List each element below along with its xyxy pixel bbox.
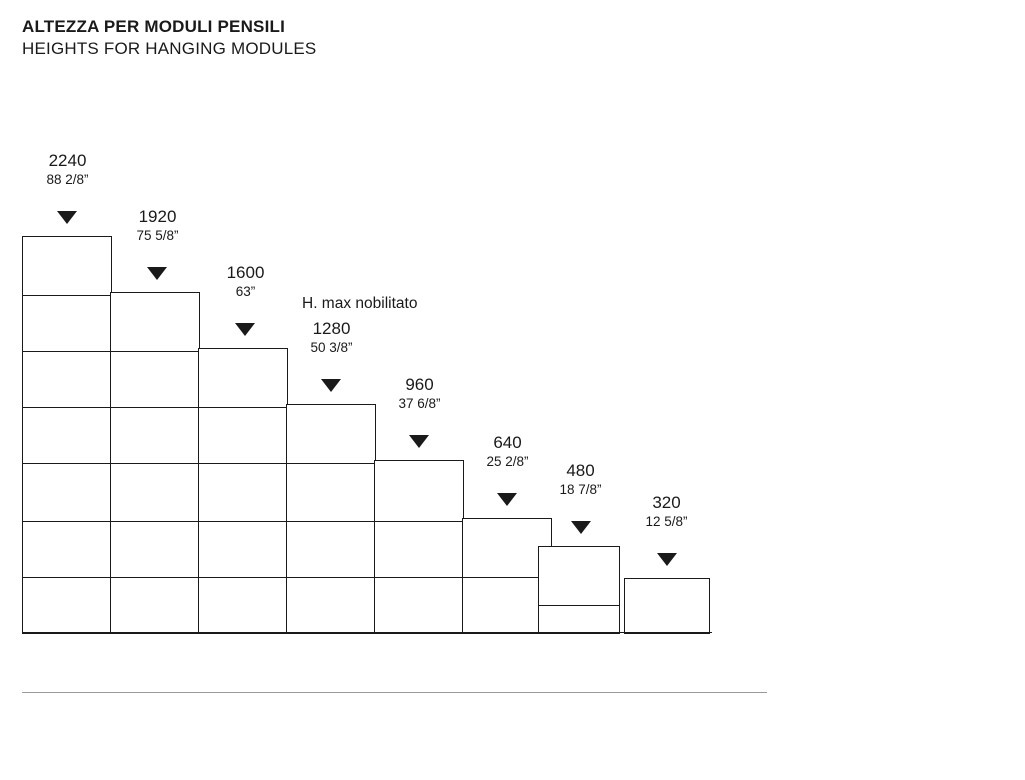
shelf-line [111,351,199,352]
marker-1920-icon [147,267,167,280]
label-320-inch: 12 5/8” [645,514,688,529]
shelf-line [287,521,375,522]
module-bar-320 [624,578,710,634]
shelf-line [199,407,287,408]
shelf-line [111,521,199,522]
module-bar-1920 [110,292,200,634]
page-title-italian: ALTEZZA PER MODULI PENSILI [22,17,286,36]
shelf-line [23,577,111,578]
shelf-line [199,521,287,522]
marker-480-icon [571,521,591,534]
shelf-line [23,521,111,522]
label-2240-mm: 2240 [48,151,87,170]
shelf-line [111,463,199,464]
module-bar-2240 [22,236,112,634]
label-1920-inch: 75 5/8” [136,228,179,243]
marker-960-icon [409,435,429,448]
baseline [22,632,712,633]
label-1920-mm: 1920 [138,207,177,226]
shelf-line [23,295,111,296]
footer-divider [22,692,767,693]
module-bar-480 [538,546,620,634]
label-960 [362,374,477,413]
max-height-note: H. max nobilitato [302,295,418,312]
module-bar-1280 [286,404,376,634]
marker-320-icon [657,553,677,566]
marker-640-icon [497,493,517,506]
label-1600-mm: 1600 [226,263,265,282]
shelf-line [111,577,199,578]
marker-2240-icon [57,211,77,224]
label-1280-mm: 1280 [312,319,351,338]
module-bar-960 [374,460,464,634]
shelf-line [287,463,375,464]
label-2240-inch: 88 2/8” [46,172,89,187]
marker-1600-icon [235,323,255,336]
page-title-english: HEIGHTS FOR HANGING MODULES [22,39,317,58]
shelf-line [375,521,463,522]
label-640-mm: 640 [493,433,522,452]
module-bar-1600 [198,348,288,634]
shelf-line [199,463,287,464]
shelf-line [23,463,111,464]
shelf-line [539,605,619,606]
label-640-inch: 25 2/8” [486,454,529,469]
label-1600 [188,262,303,301]
shelf-line [23,407,111,408]
label-480-mm: 480 [566,461,595,480]
label-2240 [10,150,125,189]
label-960-inch: 37 6/8” [398,396,441,411]
label-320-mm: 320 [652,493,681,512]
shelf-line [23,351,111,352]
label-960-mm: 960 [405,375,434,394]
label-320 [614,492,719,531]
shelf-line [287,577,375,578]
shelf-line [199,577,287,578]
label-1280 [274,318,389,357]
marker-1280-icon [321,379,341,392]
label-1600-inch: 63” [235,284,256,299]
label-480-inch: 18 7/8” [559,482,602,497]
shelf-line [111,407,199,408]
label-1280-inch: 50 3/8” [310,340,353,355]
shelf-line [375,577,463,578]
label-1920 [100,206,215,245]
